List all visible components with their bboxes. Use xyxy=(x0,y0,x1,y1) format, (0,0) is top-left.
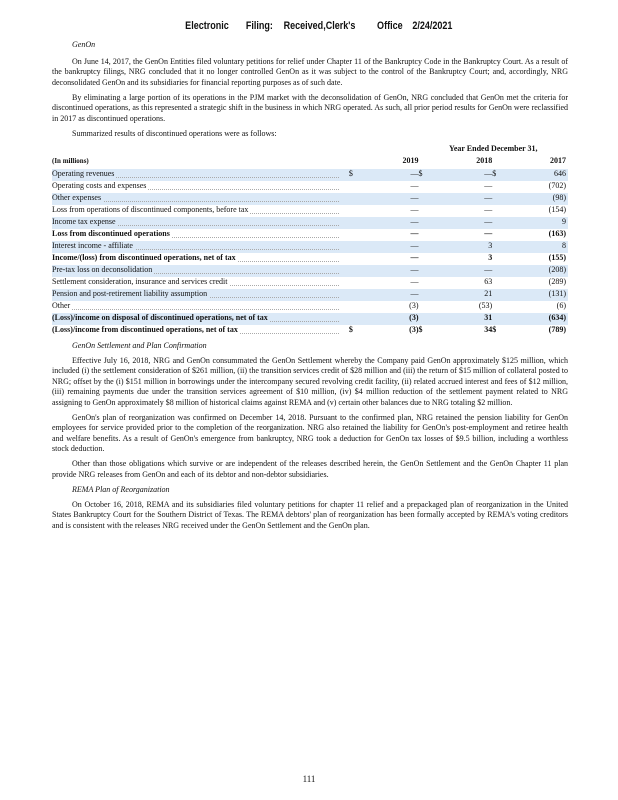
row-label: (Loss)/income from discontinued operations, net of tax xyxy=(52,325,238,335)
value-2018: — xyxy=(429,169,492,181)
value-2019: — xyxy=(359,193,418,205)
year-2018-header: 2018 xyxy=(476,156,493,166)
dollar-sign-2018 xyxy=(419,241,429,253)
row-label: Loss from discontinued operations xyxy=(52,229,170,239)
row-label: Operating costs and expenses xyxy=(52,181,147,191)
row-label-cell xyxy=(52,289,349,301)
paragraph-genon-bankruptcy: On June 14, 2017, the GenOn Entities filed voluntary petitions for relief under Chapter 11 of the Bankruptcy Code in the Bankruptcy Court. As a result of the bankruptcy filings, NRG concluded that it no longer controlled GenOn as it was subject to the control of the Bankruptcy Court; and, accordingly, NRG deconsolidated GenOn and its subsidiaries for financial reporting purposes as of such date. xyxy=(52,56,568,87)
value-2019: — xyxy=(410,277,419,287)
row-label-cell xyxy=(52,169,349,181)
row-label-cell xyxy=(52,181,349,193)
table-period-header-row xyxy=(52,144,568,155)
table-row xyxy=(52,313,568,325)
dollar-sign-2018 xyxy=(419,217,429,229)
dollar-sign-2018 xyxy=(419,277,429,289)
dollar-sign-2019 xyxy=(349,265,359,277)
value-2018: 21 xyxy=(429,289,492,301)
dollar-sign-2019 xyxy=(349,241,359,253)
table-row xyxy=(52,241,568,253)
header-office: Office xyxy=(377,20,403,32)
row-label: Income/(loss) from discontinued operations, net of tax xyxy=(52,253,236,263)
value-2018: — xyxy=(484,229,493,239)
dollar-sign-2017 xyxy=(492,205,502,217)
dollar-sign-2018 xyxy=(419,181,429,193)
paragraph-rema: On October 16, 2018, REMA and its subsidiaries filed voluntary petitions for chapter 11 relief and a prepackaged plan of reorganization in the United States Bankruptcy Court for the Southern District of Texas. The REMA debtors' plan of reorganization has been formally accepted by REMA's voting creditors and is consistent with the releases NRG received under the GenOn Settlement and the GenOn plan. xyxy=(52,499,568,530)
dollar-sign-2019 xyxy=(349,313,359,325)
dollar-sign-2017 xyxy=(492,193,502,205)
row-label: Other expenses xyxy=(52,193,102,203)
value-2018: 31 xyxy=(429,313,492,325)
value-2019: — xyxy=(410,229,419,239)
row-label: (Loss)/income on disposal of discontinued operations, net of tax xyxy=(52,313,268,323)
dollar-sign-2017: $ xyxy=(492,169,502,181)
dollar-sign-2018: $ xyxy=(418,325,423,335)
value-2017: 8 xyxy=(502,241,568,253)
row-label-cell xyxy=(52,301,349,313)
value-2018: 3 xyxy=(488,253,493,263)
table-year-header-row xyxy=(52,155,568,169)
value-2019: — xyxy=(410,253,419,263)
value-2017: (789) xyxy=(548,325,566,335)
value-2017: (163) xyxy=(548,229,566,239)
table-row xyxy=(52,205,568,217)
table-row xyxy=(52,289,568,301)
dollar-sign-2017 xyxy=(492,229,502,241)
dot-leader xyxy=(52,309,339,310)
dollar-sign-2019: $ xyxy=(348,325,353,335)
value-2017: (702) xyxy=(548,181,566,191)
table-row xyxy=(52,325,568,337)
value-2019: — xyxy=(359,241,418,253)
dollar-sign-2019 xyxy=(349,217,359,229)
dollar-sign-2017 xyxy=(492,253,502,265)
value-2019: (3) xyxy=(409,301,419,311)
value-2017: (154) xyxy=(548,205,566,215)
value-2017: (131) xyxy=(502,289,568,301)
dollar-sign-2019 xyxy=(349,253,359,265)
value-2019: (3) xyxy=(359,313,418,325)
value-2019: — xyxy=(359,217,418,229)
row-label-cell xyxy=(52,205,349,217)
dollar-sign-2018 xyxy=(419,301,429,313)
value-2018: — xyxy=(429,193,492,205)
row-label: Income tax expense xyxy=(52,217,116,227)
dollar-sign-2018 xyxy=(419,205,429,217)
row-label: Loss from operations of discontinued components, before tax xyxy=(52,205,249,215)
genon-heading: GenOn xyxy=(72,40,96,49)
dollar-sign-2017 xyxy=(492,241,502,253)
row-label-cell xyxy=(52,241,349,253)
value-2019: — xyxy=(359,169,418,181)
header-electronic: Electronic xyxy=(185,20,229,32)
table-intro: Summarized results of discontinued operations were as follows: xyxy=(72,128,277,138)
paragraph-plan-of-reorganization: GenOn's plan of reorganization was confirmed on December 14, 2018. Pursuant to the confirmed plan, NRG retained the pension liability for GenOn employees for service provided prior to the completion of the reorganization. NRG also retained the liability for GenOn's post-employment and retiree health and welfare benefits. As a result of GenOn's emergence from bankruptcy, NRG took a deduction for GenOn tax losses of $9.5 billion, including a worthless stock deduction. xyxy=(52,412,568,453)
filing-stamp-header xyxy=(56,20,563,34)
table-row xyxy=(52,301,568,313)
row-label: Operating revenues xyxy=(52,169,115,179)
row-label: Pension and post-retirement liability assumption xyxy=(52,289,208,299)
dollar-sign-2017 xyxy=(492,301,502,313)
dollar-sign-2017 xyxy=(492,181,502,193)
value-2019: — xyxy=(359,289,418,301)
value-2018: — xyxy=(429,217,492,229)
value-2018: — xyxy=(429,265,492,277)
row-label-cell xyxy=(52,217,349,229)
row-label: Interest income - affiliate xyxy=(52,241,133,251)
paragraph-genon-settlement: Effective July 16, 2018, NRG and GenOn consummated the GenOn Settlement whereby the Company paid GenOn approximately $125 million, which included (i) the settlement consideration of $261 million, (ii) the transition services credit of $28 million and (iii) the return of $15 million of collateral posted to NRG; offset by the (i) $151 million in borrowings under the intercompany secured revolving credit facility, (ii) related accrued interest and fees of $12 million, (iii) remaining payments due under the transition services agreement of $10 million, (iv) $4 million reduction of the settlement payment related to NRG assigning to GenOn approximately $8 million of historical claims against REMA and (v) certain other balances due to NRG totaling $2 million. xyxy=(52,355,568,407)
value-2018: — xyxy=(484,181,493,191)
rema-heading: REMA Plan of Reorganization xyxy=(72,484,170,494)
table-row xyxy=(52,265,568,277)
dollar-sign-2018 xyxy=(419,229,429,241)
row-label: Other xyxy=(52,301,71,311)
value-2017: (289) xyxy=(548,277,566,287)
row-label: Pre-tax loss on deconsolidation xyxy=(52,265,153,275)
header-date: 2/24/2021 xyxy=(412,20,453,32)
value-2017: (155) xyxy=(548,253,566,263)
value-2017: (208) xyxy=(502,265,568,277)
dollar-sign-2017 xyxy=(492,277,502,289)
value-2017: (634) xyxy=(502,313,568,325)
dollar-sign-2017 xyxy=(492,217,502,229)
dollar-sign-2017 xyxy=(492,313,502,325)
dollar-sign-2018 xyxy=(419,265,429,277)
value-2019: — xyxy=(359,265,418,277)
page-number: 111 xyxy=(302,774,316,784)
value-2018: 34 xyxy=(484,325,493,335)
paragraph-discontinued-operations: By eliminating a large portion of its operations in the PJM market with the deconsolidation of GenOn, NRG concluded that GenOn met the criteria for discontinued operations, as this represented a strategic shift in the business in which NRG operated. As such, all prior period results for GenOn were reclassified in 2017 as discontinued operations. xyxy=(52,92,568,123)
value-2018: (53) xyxy=(478,301,493,311)
dollar-sign-2018 xyxy=(419,193,429,205)
row-label-cell xyxy=(52,193,349,205)
document-body xyxy=(52,40,568,536)
dollar-sign-2018 xyxy=(419,253,429,265)
row-label: Settlement consideration, insurance and services credit xyxy=(52,277,228,287)
period-header: Year Ended December 31, xyxy=(448,143,538,153)
row-label-cell xyxy=(52,265,349,277)
dollar-sign-2018 xyxy=(419,289,429,301)
dollar-sign-2019 xyxy=(349,277,359,289)
dollar-sign-2019 xyxy=(349,301,359,313)
dollar-sign-2017 xyxy=(492,265,502,277)
table-row xyxy=(52,253,568,265)
value-2019: (3) xyxy=(409,325,419,335)
row-label-cell xyxy=(52,325,349,337)
row-label-cell xyxy=(52,253,349,265)
table-row xyxy=(52,229,568,241)
value-2018: 3 xyxy=(429,241,492,253)
value-2018: — xyxy=(484,205,493,215)
value-2017: 9 xyxy=(502,217,568,229)
value-2017: 646 xyxy=(502,169,568,181)
row-label-cell xyxy=(52,277,349,289)
value-2019: — xyxy=(410,205,419,215)
dollar-sign-2018 xyxy=(419,313,429,325)
dollar-sign-2019 xyxy=(349,193,359,205)
row-label-cell xyxy=(52,229,349,241)
dollar-sign-2019 xyxy=(349,205,359,217)
dollar-sign-2017 xyxy=(492,289,502,301)
table-row xyxy=(52,277,568,289)
value-2018: 63 xyxy=(484,277,493,287)
dollar-sign-2018: $ xyxy=(419,169,429,181)
table-row xyxy=(52,169,568,181)
year-2019-header: 2019 xyxy=(402,156,419,166)
value-2017: (6) xyxy=(556,301,566,311)
header-filing: Filing: xyxy=(245,20,273,32)
value-2019: — xyxy=(410,181,419,191)
table-row xyxy=(52,181,568,193)
dollar-sign-2019: $ xyxy=(349,169,359,181)
discontinued-operations-table xyxy=(52,144,568,337)
dollar-sign-2019 xyxy=(349,181,359,193)
row-label-cell xyxy=(52,313,349,325)
value-2017: (98) xyxy=(502,193,568,205)
settlement-heading: GenOn Settlement and Plan Confirmation xyxy=(72,340,207,350)
table-row xyxy=(52,217,568,229)
dollar-sign-2017: $ xyxy=(492,325,497,335)
header-received-clerks: Received,Clerk's xyxy=(283,20,356,32)
dollar-sign-2019 xyxy=(349,289,359,301)
units-label: (In millions) xyxy=(52,157,89,166)
table-row xyxy=(52,193,568,205)
year-2017-header: 2017 xyxy=(550,156,566,166)
dollar-sign-2019 xyxy=(349,229,359,241)
paragraph-releases: Other than those obligations which survive or are independent of the releases described herein, the GenOn Settlement and the GenOn Chapter 11 plan provide NRG releases from GenOn and each of its debtor and non-debtor subsidiaries. xyxy=(52,459,568,479)
